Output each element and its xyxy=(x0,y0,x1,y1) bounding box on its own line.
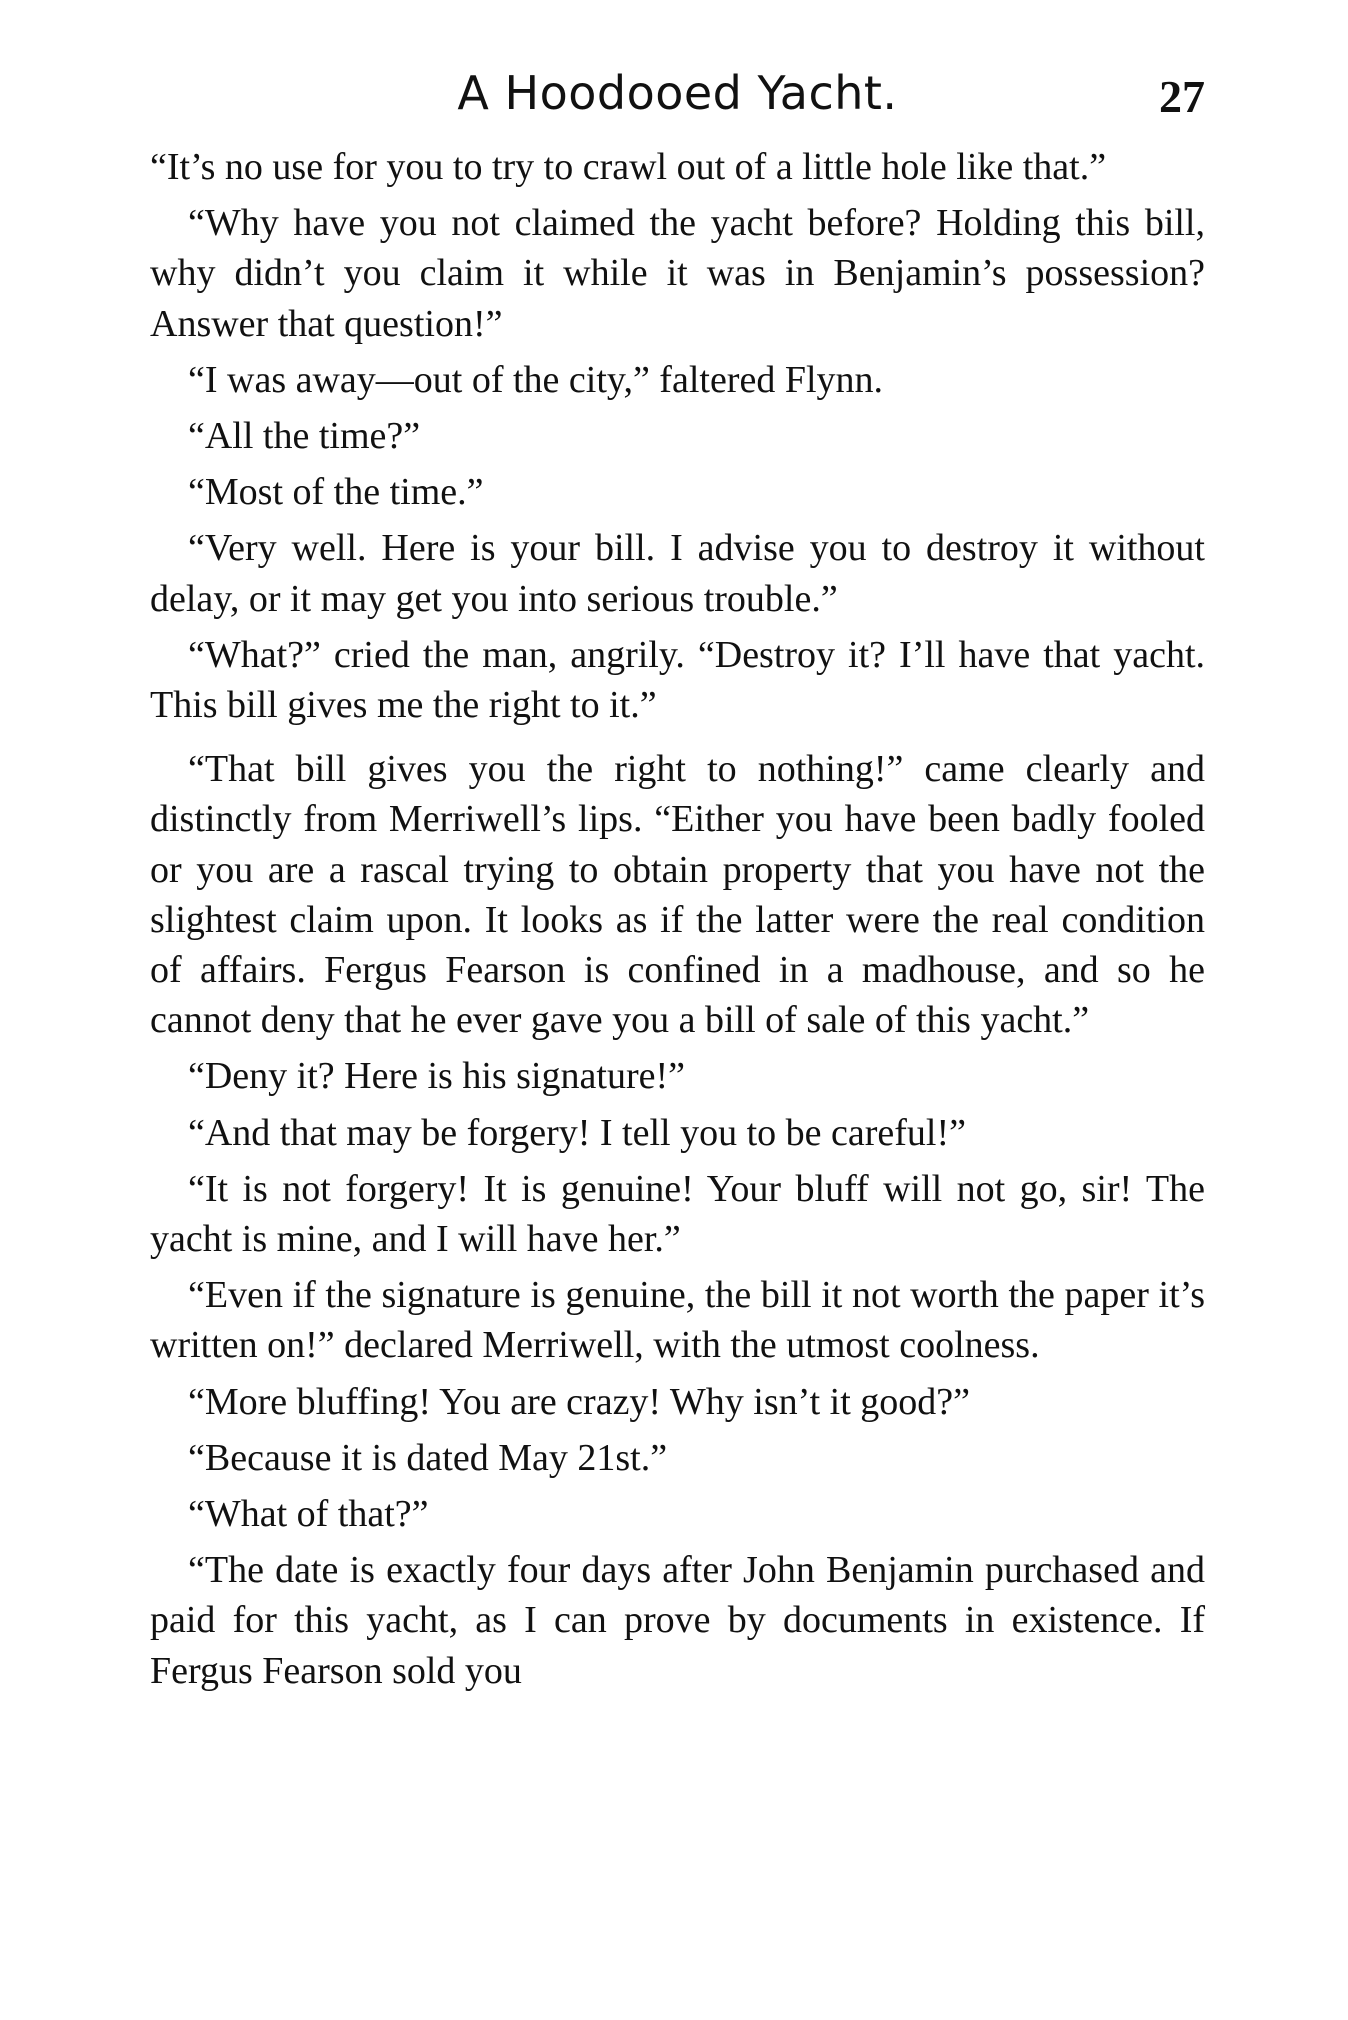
paragraph: “I was away—out of the city,” faltered Flynn. xyxy=(188,358,884,401)
paragraph: “Most of the time.” xyxy=(188,471,484,514)
paragraph: “Because it is dated May 21st.” xyxy=(188,1436,668,1479)
paragraph: “It’s no use for you to try to crawl out of a little hole like that.” xyxy=(150,146,1107,188)
paragraph: “Even if the signature is genuine, the bill it not worth the paper it’s written on!” declared Merriwell, with the utmost coolness. xyxy=(150,1274,1205,1367)
body-text xyxy=(150,142,1205,1702)
paragraph: “Why have you not claimed the yacht before? Holding this bill, why didn’t you claim it while it was in Benjamin’s possession? Answer that question!” xyxy=(150,202,1205,345)
paragraph: “Very well. Here is your bill. I advise you to destroy it without delay, or it may get you into serious trouble.” xyxy=(150,527,1205,620)
page-number: 27 xyxy=(1159,71,1205,122)
paragraph: “More bluffing! You are crazy! Why isn’t it good?” xyxy=(188,1380,970,1423)
paragraph: “It is not forgery! It is genuine! Your bluff will not go, sir! The yacht is mine, and I will have her.” xyxy=(150,1167,1205,1261)
paragraph: “And that may be forgery! I tell you to be careful!” xyxy=(188,1111,966,1154)
paragraph: “The date is exactly four days after John Benjamin purchased and paid for this yacht, as I can prove by documents in existence. If Fergus Fearson sold you xyxy=(150,1549,1205,1692)
running-head xyxy=(150,58,1205,128)
paragraph: “What of that?” xyxy=(188,1493,429,1536)
running-title: A Hoodooed Yacht. xyxy=(457,66,898,120)
paragraph: “All the time?” xyxy=(188,415,421,458)
paragraph: “What?” cried the man, angrily. “Destroy it? I’ll have that yacht. This bill gives me the right to it.” xyxy=(150,633,1205,727)
paragraph: “Deny it? Here is his signature!” xyxy=(188,1055,685,1098)
paragraph: “That bill gives you the right to nothing!” came clearly and distinctly from Merriwell’s lips. “Either you have been badly fooled or you are a rascal trying to obtain property that you have not the slightest claim upon. It looks as if the latter were the real condition of affairs. Fergus Fearson is confined in a madhouse, and so he cannot deny that he ever gave you a bill of sale of this yacht.” xyxy=(150,748,1205,1042)
